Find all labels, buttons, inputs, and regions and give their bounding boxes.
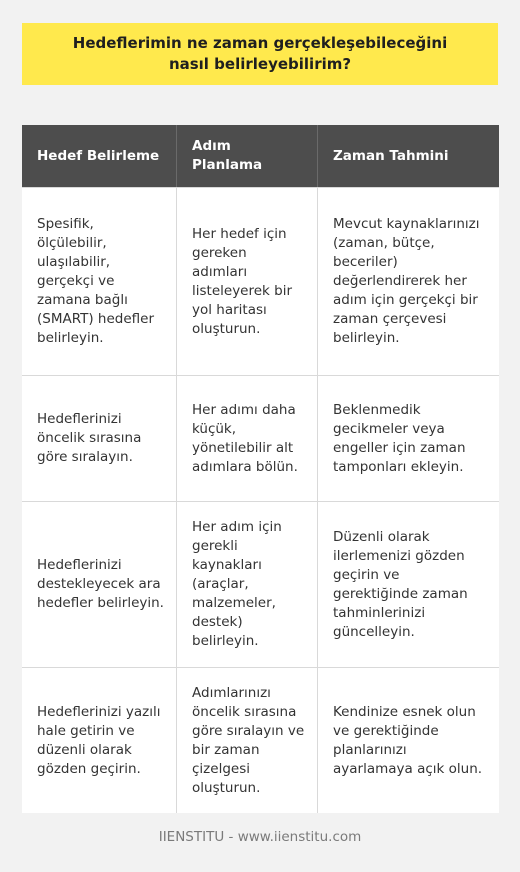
table-cell: Kendinize esnek olun ve gerektiğinde planlarınızı ayarlamaya açık olun.: [333, 703, 483, 777]
table-cell: Düzenli olarak ilerlemenizi gözden geçirin ve gerektiğinde zaman tahminlerinizi güncelleyin.: [333, 528, 468, 640]
table-cell: Adımlarınızı öncelik sırasına göre sıralayın ve bir zaman çizelgesi oluşturun.: [177, 668, 318, 813]
table-cell: Hedeflerinizi yazılı hale getirin ve düzenli olarak gözden geçirin.: [22, 668, 177, 813]
table-cell: Hedeflerinizi destekleyecek ara hedefler belirleyin.: [22, 502, 177, 667]
table-cell: Hedeflerinizi öncelik sırasına göre sıralayın.: [22, 376, 177, 501]
table-header-row: [22, 125, 499, 188]
table-cell: Beklenmedik gecikmeler veya engeller için zaman tamponları ekleyin.: [333, 401, 466, 475]
header-cell-goal-setting: Hedef Belirleme: [22, 125, 177, 187]
header-cell-step-planning: Adım Planlama: [177, 125, 318, 187]
header-cell-time-estimate: Zaman Tahmini: [333, 147, 449, 164]
table-row: [22, 668, 499, 813]
footer-credit: IIENSTITU - www.iienstitu.com: [158, 829, 362, 845]
table-cell: Her adım için gerekli kaynakları (araçlar, malzemeler, destek) belirleyin.: [177, 502, 318, 667]
title-banner: [22, 23, 498, 85]
table-row: [22, 376, 499, 502]
table-cell: Her hedef için gereken adımları listeleyerek bir yol haritası oluşturun.: [177, 188, 318, 375]
table-row: [22, 502, 499, 668]
page-title: Hedeflerimin ne zaman gerçekleşebileceğini nasıl belirleyebilirim?: [72, 34, 448, 73]
table-row: [22, 188, 499, 376]
table-cell: Her adımı daha küçük, yönetilebilir alt adımlara bölün.: [177, 376, 318, 501]
table-cell: Mevcut kaynaklarınızı (zaman, bütçe, beceriler) değerlendirerek her adım için gerçekçi bir zaman çerçevesi belirleyin.: [333, 216, 480, 346]
table-cell: Spesifik, ölçülebilir, ulaşılabilir, gerçekçi ve zamana bağlı (SMART) hedefler belirleyin.: [22, 188, 177, 375]
info-table: [22, 125, 499, 813]
